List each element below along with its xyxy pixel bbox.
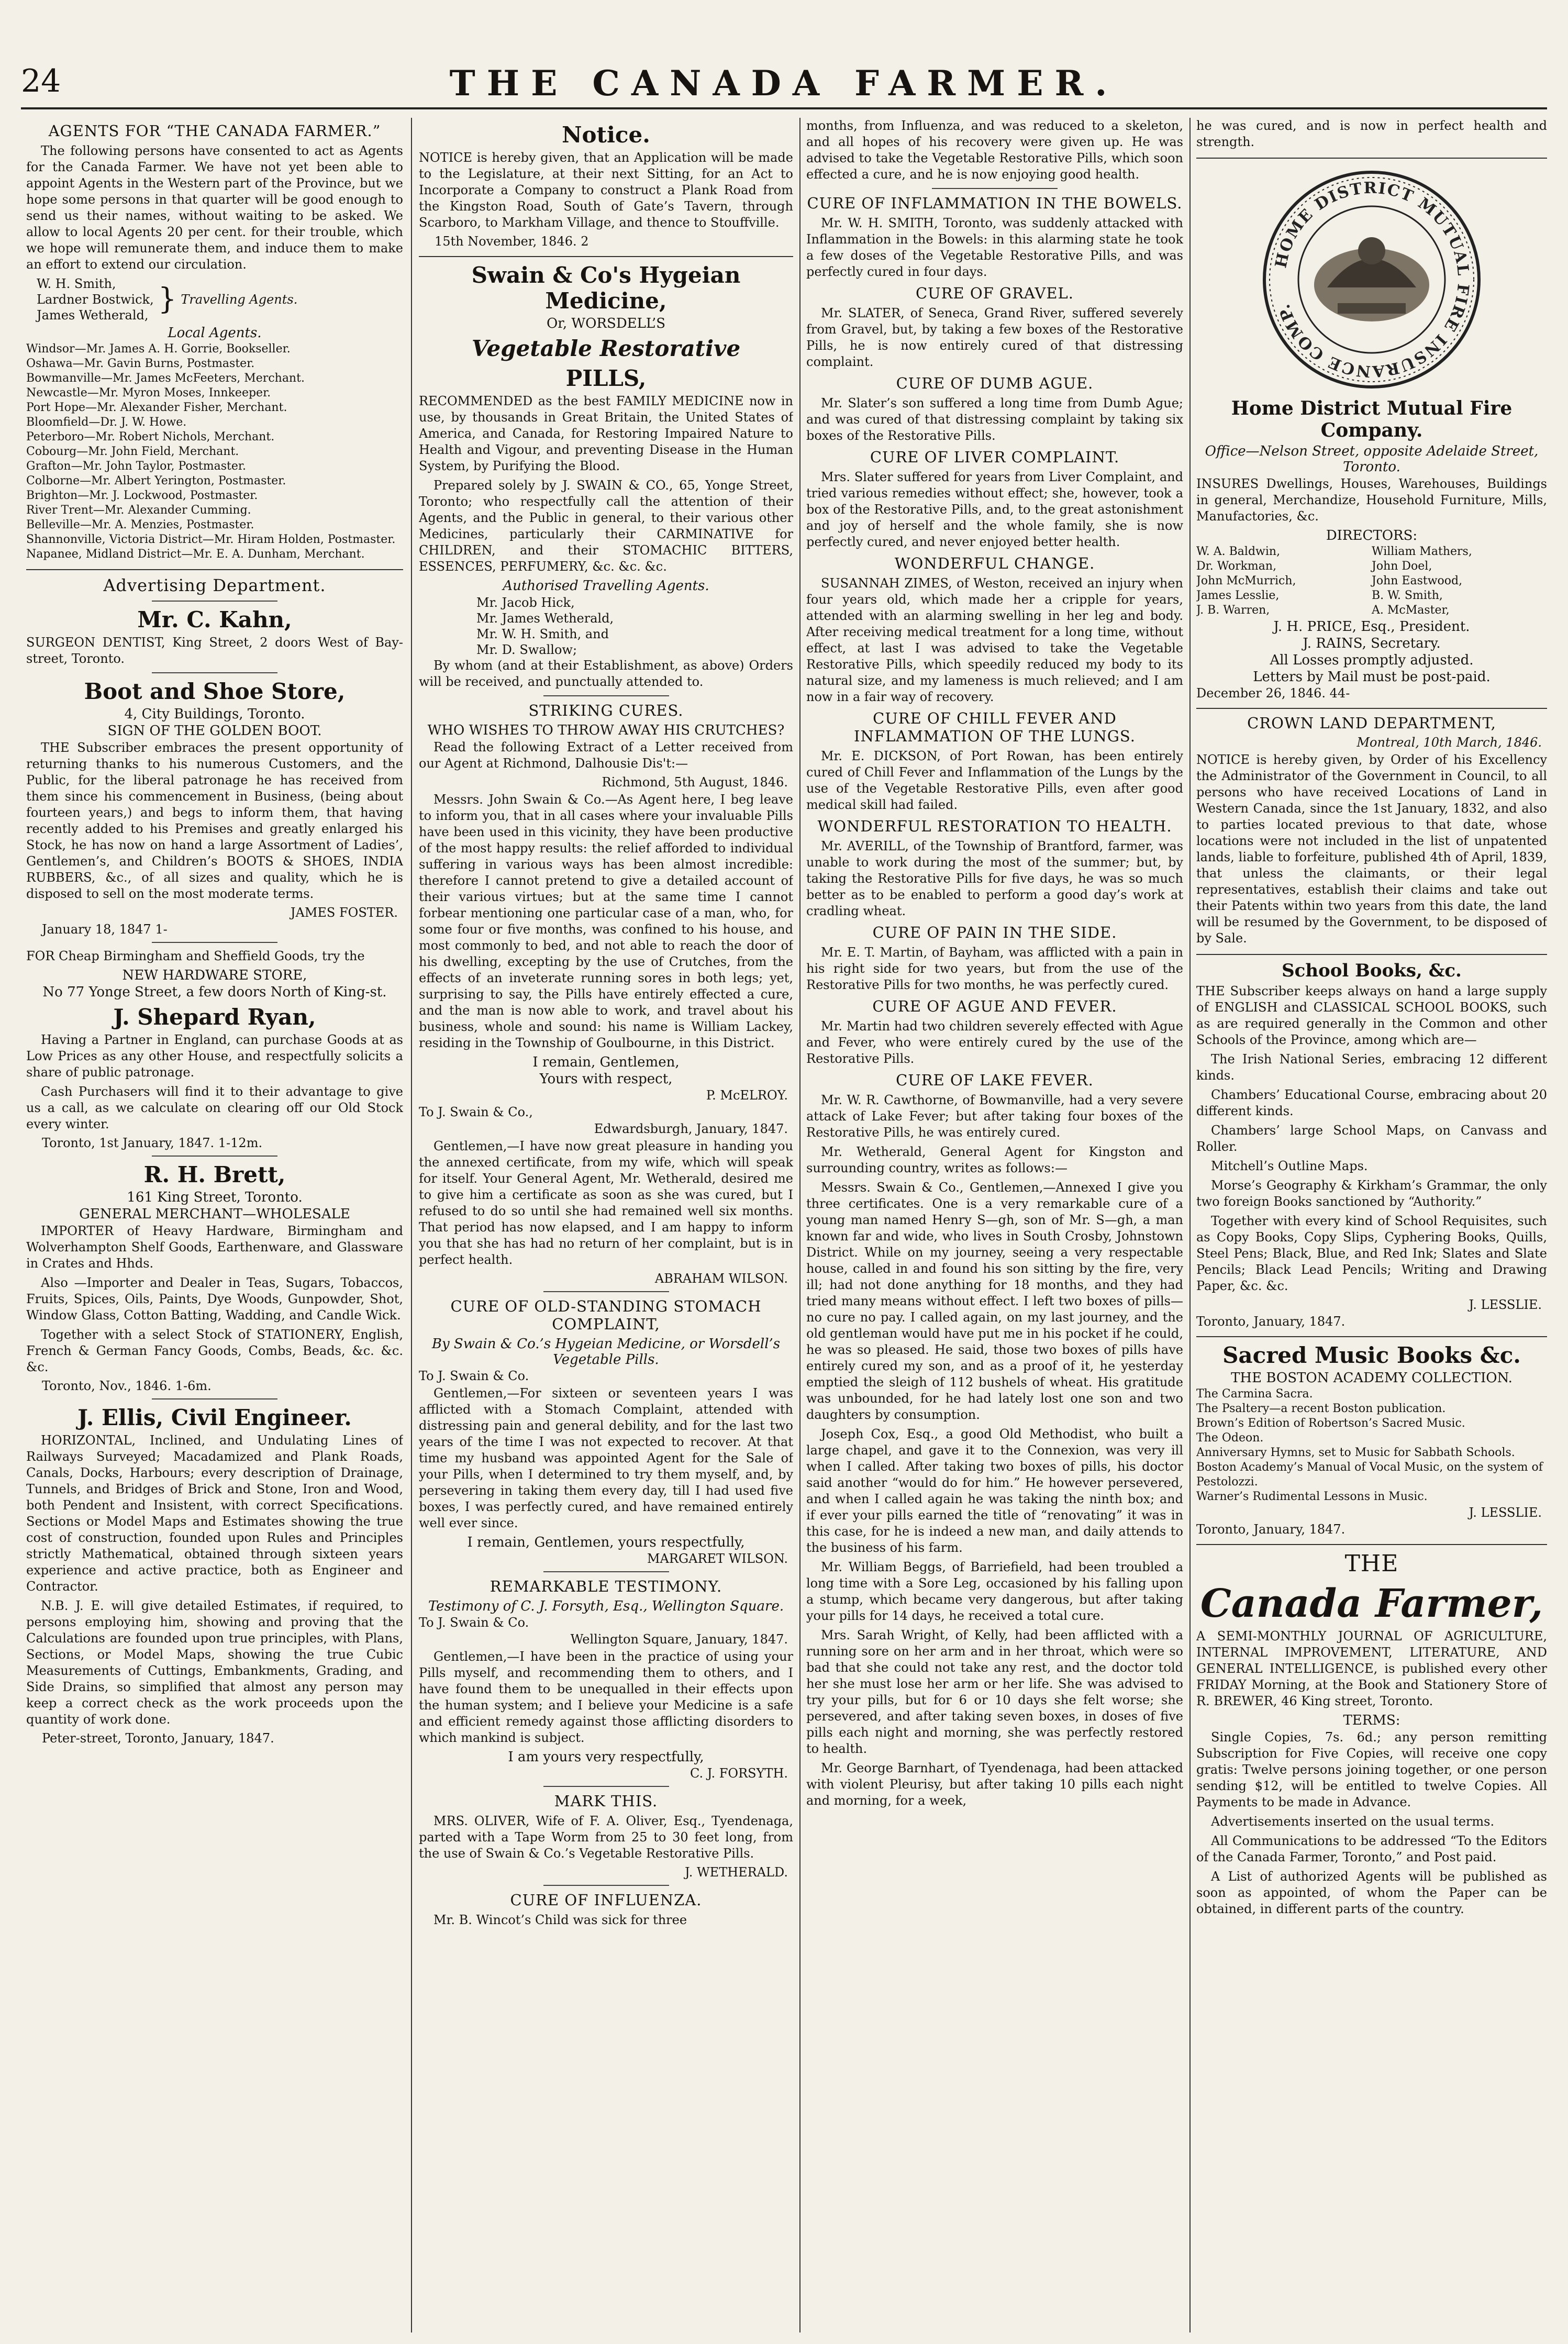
authorised-agent: Mr. D. Swallow; <box>476 642 577 657</box>
brace-icon: } <box>158 282 177 316</box>
mark-this-heading: MARK THIS. <box>554 1792 658 1810</box>
ryan-body: Having a Partner in England, can purchase Goods at as Low Prices as any other House, and respectfully solicits a share of public patronage. <box>26 1032 403 1080</box>
losses-note: All Losses promptly adjusted. <box>1270 652 1474 668</box>
edwardsburgh-body: Gentlemen,—I have now great pleasure in handing you the annexed certificate, from my wife, which will speak for itself. Your General Agent, Mr. Wetherald, desired me to give him a certificate as soon as she was cured, but I refused to do so until she had remained well six months. That period has now elapsed, and I am happy to inform you that she has had no return of her complaint, but is in perfect health. <box>419 1139 793 1267</box>
brett-address: 161 King Street, Toronto. <box>127 1190 303 1205</box>
terms-body: Single Copies, 7s. 6d.; any person remitting Subscription for Five Copies, will receive one copy gratis: Twelve persons joining together, or one person sending $12, will be entitled to twelve Copies. All Payments to be made in Advance. <box>1196 1730 1547 1809</box>
divider <box>543 695 669 696</box>
notice-date: 15th November, 1846. 2 <box>435 234 589 249</box>
pleurisy-continued: he was cured, and is now in perfect health and strength. <box>1196 118 1547 149</box>
influenza-continued: months, from Influenza, and was reduced to a skeleton, and all hopes of his recovery were given up. He was advised to take the Vegetable Restorative Pills, which soon effected a cure, and he is now enjoying good health. <box>806 118 1183 182</box>
local-agent: Cobourg—Mr. John Field, Merchant. <box>26 445 239 458</box>
cure-heading: CURE OF CHILL FEVER AND INFLAMMATION OF THE LUNGS. <box>854 709 1136 745</box>
testimony-body: Joseph Cox, Esq., a good Old Methodist, who built a large chapel, and gave it to the Connexion, was very ill when I called. After taking two boxes of pills, his doctor said another “would do for him.” He however persevered, and when I called again he was taking the ninth box; and if ever your pills earned the title of “renovating” it was in this case, for he is indeed a new man, and daily attends to the business of his farm. <box>806 1427 1183 1555</box>
stomach-to: To J. Swain & Co. <box>419 1369 529 1383</box>
column-divider <box>411 118 412 2332</box>
seal-lettering: HOME DISTRICT MUTUAL FIRE INSURANCE COMP. <box>1272 179 1473 381</box>
local-agents-list <box>26 342 403 562</box>
cure-heading: CURE OF GRAVEL. <box>915 284 1074 302</box>
local-agent: Grafton—Mr. John Taylor, Postmaster. <box>26 460 246 473</box>
cure-body: Mr. E. T. Martin, of Bayham, was afflicted with a pain in his right side for two years, but from the use of the Restorative Pills for two months, he was perfectly cured. <box>806 945 1183 992</box>
local-agent: Brighton—Mr. J. Lockwood, Postmaster. <box>26 489 258 502</box>
travelling-agent: Lardner Bostwick, <box>37 292 154 307</box>
president: J. H. PRICE, Esq., President. <box>1273 619 1470 635</box>
column-4 <box>1196 118 1547 2332</box>
stomach-heading: CURE OF OLD-STANDING STOMACH COMPLAINT, <box>450 1297 762 1333</box>
terms-advertisements: Advertisements inserted on the usual terms. <box>1211 1814 1495 1829</box>
cure-heading: WONDERFUL RESTORATION TO HEALTH. <box>817 817 1172 835</box>
testimony-body: Mr. William Beggs, of Barriefield, had been troubled a long time with a Sore Leg, occasioned by his falling upon a stump, which became very dangerous, but after taking your pills for 14 days, he received a total cure. <box>806 1560 1183 1623</box>
home-district-office: Office—Nelson Street, opposite Adelaide Street, Toronto. <box>1205 443 1539 475</box>
remarkable-body: Gentlemen,—I have been in the practice of using your Pills myself, and recommending them to others, and I have found them to be unequalled in their effects upon the human system; and I believe your Medicine is a safe and efficient remedy against those afflicting disorders to which mankind is subject. <box>419 1649 793 1745</box>
local-agent: Napanee, Midland District—Mr. E. A. Dunham, Merchant. <box>26 548 365 561</box>
sacred-music-heading: Sacred Music Books &c. <box>1222 1342 1521 1368</box>
cure-heading: CURE OF LAKE FEVER. <box>896 1071 1094 1089</box>
edwardsburgh-signature: ABRAHAM WILSON. <box>654 1271 788 1286</box>
cure-body: Mr. W. H. SMITH, Toronto, was suddenly attacked with Inflammation in the Bowels: in this alarming state he took a few doses of the Vegetable Restorative Pills, and was perfectly cured in four days. <box>806 216 1183 279</box>
cure-body: Mr. E. DICKSON, of Port Rowan, has been entirely cured of Chill Fever and Inflammation of the Lungs by the use of the Vegetable Restorative Pills, even after good medical skill had failed. <box>806 749 1183 812</box>
striking-yours: Yours with respect, <box>539 1071 673 1087</box>
sacred-music-signature: J. LESSLIE. <box>1469 1505 1542 1520</box>
divider <box>543 1291 669 1292</box>
testimony-body: Messrs. Swain & Co., Gentlemen,—Annexed I give you three certificates. One is a very remarkable cure of a young man named Henry S—gh, son of Mr. S—gh, a man known far and wide, who lives in South Crosby, Johnstown District. While on my journey, seeing a very respectable house, called in and found his son sitting by the fire, very ill; had not done anything for 18 months, and they had tried many means without effect. I left two boxes of pills—no cure no pay. I called again, on my last journey, and the old gentleman would have put me in his pocket if he could, he was so pleased. He said, those two boxes of pills have entirely cured my son, and as a proof of it, he yesterday emptied the sleigh of 112 bushels of wheat. His gratitude was unbounded, for he had lately lost one son and two daughters by consumption. <box>806 1180 1183 1422</box>
cure-body: Mr. Slater’s son suffered a long time from Dumb Ague; and was cured of that distressing complaint by taking six boxes of the Restorative Pills. <box>806 396 1183 443</box>
divider <box>26 569 403 570</box>
divider <box>543 1571 669 1572</box>
masthead-rule <box>21 107 1547 109</box>
sacred-music-date: Toronto, January, 1847. <box>1196 1522 1345 1537</box>
agents-heading: AGENTS FOR “THE CANADA FARMER.” <box>48 122 381 140</box>
brett-body: IMPORTER of Heavy Hardware, Birmingham and Wolverhampton Shelf Goods, Earthenware, and Glassware in Crates and Hhds. <box>26 1224 403 1271</box>
striking-heading: STRIKING CURES. <box>528 702 684 719</box>
local-agent: Oshawa—Mr. Gavin Burns, Postmaster. <box>26 357 255 370</box>
ellis-body: HORIZONTAL, Inclined, and Undulating Lines of Railways Surveyed; Macadamized and Plank Roads, Canals, Docks, Harbours; every description of Drainage, Tunnels, and Bridges of Brick and Stone, Iron and Wood, both Pendent and Insistent, with correct Specifications. Sections or Model Maps and Estimates showing the true cost of construction, founded upon Rules and Principles strictly Mathematical, obtained through sixteen years experience and active practice, both as Engineer and Contractor. <box>26 1433 403 1594</box>
divider <box>152 601 277 602</box>
boot-store-address: 4, City Buildings, Toronto. <box>124 706 305 722</box>
cure-heading: CURE OF INFLAMMATION IN THE BOWELS. <box>807 194 1183 212</box>
column-divider <box>799 118 800 2332</box>
divider <box>543 1786 669 1787</box>
agents-body: The following persons have consented to act as Agents for the Canada Farmer. We have not yet been able to appoint Agents in the Western part of the Province, but we hope some persons in that quarter will be good enough to send us their names, without waiting to be asked. We allow to local Agents 20 per cent. for their trouble, which we hope will remunerate them, and induce them to make an effort to extend our circulation. <box>26 143 403 272</box>
director: B. W. Smith, <box>1372 589 1443 602</box>
mark-this-signature: J. WETHERALD. <box>684 1865 788 1880</box>
cure-body: Mr. SLATER, of Seneca, Grand River, suffered severely from Gravel, but, by taking a few boxes of the Restorative Pills, he is now entirely cured of that distressing complaint. <box>806 306 1183 369</box>
terms-communications: All Communications to be addressed “To the Editors of the Canada Farmer, Toronto,” and Post paid. <box>1196 1834 1547 1864</box>
divider <box>1196 1544 1547 1545</box>
hardware-store-name: NEW HARDWARE STORE, <box>122 968 307 983</box>
brett-body: Together with a select Stock of STATIONERY, English, French & German Fancy Goods, Combs, Beads, &c. &c. &c. <box>26 1327 403 1374</box>
director: J. B. Warren, <box>1196 604 1270 617</box>
directors-row <box>1196 603 1547 618</box>
remarkable-subheading: Testimony of C. J. Forsyth, Esq., Wellington Square. <box>428 1598 784 1614</box>
masthead <box>21 63 1547 110</box>
divider <box>152 1156 277 1157</box>
advertising-heading: Advertising Department. <box>103 575 326 595</box>
brett-heading: R. H. Brett, <box>143 1162 286 1187</box>
local-agent: River Trent—Mr. Alexander Cumming. <box>26 504 251 517</box>
directors-row <box>1196 588 1547 603</box>
home-district-body: INSURES Dwellings, Houses, Warehouses, Buildings in general, Merchandize, Household Furniture, Mills, Manufactories, &c. <box>1196 476 1547 524</box>
cure-body: Mrs. Slater suffered for years from Liver Complaint, and tried various remedies without effect; she, however, took a box of the Restorative Pills, and, to the great astonishment and joy of herself and the whole family, she is now perfectly cured, and never enjoyed better health. <box>806 470 1183 549</box>
swain-body: RECOMMENDED as the best FAMILY MEDICINE now in use, by thousands in Great Britain, the United States of America, and Canada, for Restoring Impaired Nature to Health and Vigour, and preventing Disease in the Human System, by Purifying the Blood. <box>419 394 793 473</box>
home-district-heading: Home District Mutual Fire Company. <box>1231 397 1513 441</box>
swain-heading: Swain & Co's Hygeian Medicine, <box>471 262 741 314</box>
canada-farmer-heading: Canada Farmer, <box>1200 1581 1543 1626</box>
local-agent: Peterboro—Mr. Robert Nichols, Merchant. <box>26 430 275 443</box>
divider <box>932 188 1058 189</box>
music-item: The Odeon. <box>1196 1431 1264 1445</box>
travelling-agents <box>37 276 403 323</box>
divider <box>419 256 793 257</box>
terms-agents-list: A List of authorized Agents will be published as soon as appointed, of whom the Paper can be obtained, in different parts of the country. <box>1196 1869 1547 1916</box>
cure-heading: CURE OF DUMB AGUE. <box>896 374 1094 392</box>
stomach-subheading: By Swain & Co.’s Hygeian Medicine, or Worsdell’s Vegetable Pills. <box>431 1336 781 1368</box>
brett-body: Also —Importer and Dealer in Teas, Sugars, Tobaccos, Fruits, Spices, Oils, Paints, Dye Woods, Gunpowder, Shot, Window Glass, Cotton Batting, Wadding, and Candle Wick. <box>26 1275 403 1323</box>
director: A. McMaster, <box>1372 604 1450 617</box>
music-item: Warner’s Rudimental Lessons in Music. <box>1196 1490 1428 1503</box>
hardware-address: No 77 Yonge Street, a few doors North of King-st. <box>42 984 387 1000</box>
school-book-item: Chambers’ Educational Course, embracing about 20 different kinds. <box>1196 1087 1547 1118</box>
page-number: 24 <box>21 63 61 99</box>
remarkable-signature: C. J. FORSYTH. <box>690 1766 788 1781</box>
travelling-agent: W. H. Smith, <box>37 276 116 291</box>
cure-heading: WONDERFUL CHANGE. <box>894 554 1095 572</box>
authorised-body: By whom (and at their Establishment, as above) Orders will be received, and punctually attended to. <box>419 658 793 689</box>
influenza-body: Mr. B. Wincot’s Child was sick for three <box>433 1913 687 1927</box>
authorised-agent: Mr. W. H. Smith, and <box>476 627 609 641</box>
school-books-body: Together with every kind of School Requisites, such as Copy Books, Copy Slips, Cyphering Books, Quills, Steel Pens; Black, Blue, and Red Ink; Slates and Slate Pencils; Black Lead Pencils; Writing and Drawing Paper, &c. &c. <box>1196 1214 1547 1293</box>
terms-heading: TERMS: <box>1343 1713 1400 1728</box>
brett-date: Toronto, Nov., 1846. 1-6m. <box>42 1379 212 1393</box>
striking-intro: Read the following Extract of a Letter received from our Agent at Richmond, Dalhousie Dis't:— <box>419 740 793 771</box>
striking-close: I remain, Gentlemen, <box>532 1054 680 1070</box>
crown-land-body: NOTICE is hereby given, by Order of his Excellency the Administrator of the Government in Council, to all persons who have received Locations of Land in Western Canada, since the 1st January, 1832, and also to parties located previous to that date, whose locations were not included in the list of unpatented lands, liable to forfeiture, published 4th of April, 1839, that unless the claimants, or their legal representatives, establish their claims and take out their Patents within two years from this date, the land will be resumed by the Government, to be disposed of by Sale. <box>1196 752 1547 946</box>
school-books-signature: J. LESSLIE. <box>1469 1297 1542 1312</box>
school-books-body: THE Subscriber keeps always on hand a large supply of ENGLISH and CLASSICAL SCHOOL BOOKS, such as are required generally in the Common and other Schools of the Province, among which are— <box>1196 984 1547 1047</box>
farmer-the: THE <box>1344 1550 1399 1577</box>
notice-body: NOTICE is hereby given, that an Application will be made to the Legislature, at their next Sitting, for an Act to Incorporate a Company to construct a Plank Road from the Kingston Road, South of Gate’s Tavern, through Scarboro, to Markham Village, and thence to Stouffville. <box>419 150 793 230</box>
divider <box>1196 708 1547 709</box>
director: William Mathers, <box>1372 545 1472 558</box>
director: John McMurrich, <box>1196 574 1296 587</box>
cure-body: SUSANNAH ZIMES, of Weston, received an injury when four years old, which made her a cripple for years, attended with an alarming swelling in her leg and body. After receiving medical treatment for a long time, without effect, at last I was advised to take the Vegetable Restorative Pills, which speedily reduced my body to its natural size, and my lameness is much relieved; and I am now in a fair way of recovery. <box>806 576 1183 704</box>
director: James Lesslie, <box>1196 589 1280 602</box>
music-item: Brown’s Edition of Robertson’s Sacred Music. <box>1196 1417 1465 1430</box>
remarkable-heading: REMARKABLE TESTIMONY. <box>490 1578 722 1595</box>
director: John Eastwood, <box>1372 574 1463 587</box>
swain-to: To J. Swain & Co., <box>419 1105 533 1119</box>
column-1 <box>26 118 403 2332</box>
directors-heading: DIRECTORS: <box>1326 528 1418 543</box>
boot-store-sign: SIGN OF THE GOLDEN BOOT. <box>107 723 322 739</box>
local-agent: Colborne—Mr. Albert Yerington, Postmaster. <box>26 474 286 487</box>
column-3 <box>806 118 1183 2332</box>
travelling-agent: James Wetherald, <box>37 308 149 323</box>
crown-land-date: Montreal, 10th March, 1846. <box>1356 735 1542 750</box>
striking-body: Messrs. John Swain & Co.—As Agent here, I beg leave to inform you, that in all cases where your invaluable Pills have been used in this vicinity, they have been productive of the most happy results: the relief afforded to individual suffering in various ways has been almost incredible: therefore I cannot pretend to give a detailed account of their various virtues; but at the same time I cannot forbear mentioning one particular case of a man, who, for some four or five months, was confined to his house, and most commonly to bed, and not able to reach the door of his dwelling, excepting by the use of Crutches, from the effects of an inveterate running sores in both legs; yet, surprising to say, the Pills have entirely effected a cure, and the man is now able to work, and travel about his business, whole and sound: his name is William Lackey, residing in the Township of Goulbourne, in this District. <box>419 792 793 1050</box>
local-agent: Windsor—Mr. James A. H. Gorrie, Bookseller. <box>26 342 291 356</box>
authorised-agent: Mr. Jacob Hick, <box>476 595 575 610</box>
boot-store-date: January 18, 1847 1- <box>42 922 168 937</box>
column-2 <box>419 118 793 2332</box>
school-book-item: Chambers’ large School Maps, on Canvass and Roller. <box>1196 1123 1547 1154</box>
insurance-seal-icon <box>1259 167 1484 392</box>
cure-body: Mr. Wetherald, General Agent for Kingston and surrounding country, writes as follows:— <box>806 1145 1183 1175</box>
paper-title: THE CANADA FARMER. <box>449 63 1119 104</box>
divider <box>1196 954 1547 955</box>
music-item: The Carmina Sacra. <box>1196 1387 1313 1401</box>
brett-subheading: GENERAL MERCHANT—WHOLESALE <box>79 1206 350 1222</box>
cure-heading: CURE OF PAIN IN THE SIDE. <box>872 924 1117 941</box>
sacred-music-subheading: THE BOSTON ACADEMY COLLECTION. <box>1231 1370 1513 1386</box>
remarkable-close: I am yours very respectfully, <box>508 1749 704 1765</box>
school-books-date: Toronto, January, 1847. <box>1196 1314 1345 1329</box>
striking-date: Richmond, 5th August, 1846. <box>602 775 788 790</box>
ellis-date: Peter-street, Toronto, January, 1847. <box>42 1731 274 1746</box>
swain-vegetable: Vegetable Restorative <box>471 336 741 361</box>
divider <box>152 942 277 943</box>
divider <box>152 1398 277 1399</box>
local-agent: Bloomfield—Dr. J. W. Howe. <box>26 416 187 429</box>
school-book-item: Morse’s Geography & Kirkham’s Grammar, the only two foreign Books sanctioned by “Authority.” <box>1196 1178 1547 1209</box>
local-agents-heading: Local Agents. <box>168 325 262 341</box>
divider <box>1196 1336 1547 1337</box>
stomach-close: I remain, Gentlemen, yours respectfully, <box>467 1535 745 1550</box>
divider <box>152 672 277 673</box>
remarkable-date: Wellington Square, January, 1847. <box>570 1632 788 1647</box>
ryan-cash: Cash Purchasers will find it to their advantage to give us a call, as we calculate on clearing off our Old Stock every winter. <box>26 1084 403 1131</box>
boot-store-signature: JAMES FOSTER. <box>290 905 398 920</box>
striking-signature: P. McELROY. <box>706 1088 788 1103</box>
remarkable-to: To J. Swain & Co. <box>419 1615 529 1630</box>
music-item: Anniversary Hymns, set to Music for Sabbath Schools. <box>1196 1446 1515 1459</box>
divider <box>543 1885 669 1886</box>
ryan-date: Toronto, 1st January, 1847. 1-12m. <box>42 1136 263 1150</box>
school-books-heading: School Books, &c. <box>1282 960 1462 981</box>
influenza-heading: CURE OF INFLUENZA. <box>510 1891 702 1909</box>
cure-body: Mr. W. R. Cawthorne, of Bowmanville, had a very severe attack of Lake Fever; but after taking four boxes of the Restorative Pills, he was entirely cured. <box>806 1093 1183 1140</box>
ellis-body: N.B. J. E. will give detailed Estimates, if required, to persons employing him, showing and proving that the Calculations are founded upon true principles, with Plans, Sections, or Model Maps, showing the true Cubic Measurements of Cuttings, Embankments, Grading, and Side Drains, so simplified that almost any person may keep a correct check as the work proceeds upon the quantity of work done. <box>26 1598 403 1727</box>
swain-pills: PILLS, <box>565 365 647 391</box>
school-book-item: The Irish National Series, embracing 12 different kinds. <box>1196 1052 1547 1083</box>
crown-land-heading: CROWN LAND DEPARTMENT, <box>1247 714 1496 732</box>
local-agent: Port Hope—Mr. Alexander Fisher, Merchant. <box>26 401 287 414</box>
testimony-body: Mrs. Sarah Wright, of Kelly, had been afflicted with a running sore on her arm and in her throat, which were so bad that she could not take any rest, and the doctor told her she must lose her arm or her life. She was advised to try your pills, but for 6 or 10 days she felt worse; she persevered, and after taking seven boxes, in doses of five pills each night and morning, she was perfectly restored to health. <box>806 1628 1183 1756</box>
canada-farmer-body: A SEMI-MONTHLY JOURNAL OF AGRICULTURE, INTERNAL IMPROVEMENT, LITERATURE, AND GENERAL INTELLIGENCE, is published every other FRIDAY Morning, at the Book and Stationery Store of R. BREWER, 46 King street, Toronto. <box>1196 1629 1547 1708</box>
local-agent: Newcastle—Mr. Myron Moses, Innkeeper. <box>26 386 271 399</box>
local-agent: Shannonville, Victoria District—Mr. Hiram Holden, Postmaster. <box>26 533 396 546</box>
director: John Doel, <box>1372 560 1432 573</box>
travelling-label: Travelling Agents. <box>181 292 298 307</box>
ellis-heading: J. Ellis, Civil Engineer. <box>77 1405 352 1430</box>
cure-heading: CURE OF LIVER COMPLAINT. <box>870 448 1120 466</box>
edwardsburgh-date: Edwardsburgh, January, 1847. <box>594 1121 788 1136</box>
ryan-heading: J. Shepard Ryan, <box>113 1004 316 1030</box>
home-district-date: December 26, 1846. 44- <box>1196 686 1350 701</box>
directors-row <box>1196 545 1547 559</box>
directors-row <box>1196 559 1547 574</box>
stomach-body: Gentlemen,—For sixteen or seventeen years I was afflicted with a Stomach Complaint, attended with distressing pain and general debility, and for the last two years of the time I was not expected to recover. At that time my husband was appointed Agent for the Sale of your Pills, when I determined to try them myself, and, by persevering in taking them every day, till I had used five boxes, I was perfectly cured, and have remained entirely well ever since. <box>419 1386 793 1530</box>
stomach-signature: MARGARET WILSON. <box>647 1551 788 1566</box>
school-book-item: Mitchell’s Outline Maps. <box>1211 1159 1368 1173</box>
music-item: Boston Academy’s Manual of Vocal Music, on the system of Pestolozzi. <box>1196 1461 1543 1488</box>
divider <box>1196 158 1547 159</box>
director: Dr. Workman, <box>1196 560 1277 573</box>
authorised-agent: Mr. James Wetherald, <box>476 611 614 626</box>
authorised-agents-heading: Authorised Travelling Agents. <box>503 578 709 594</box>
swain-or: Or, WORSDELL’S <box>546 316 666 331</box>
notice-heading: Notice. <box>562 122 650 148</box>
boot-store-heading: Boot and Shoe Store, <box>84 679 346 704</box>
swain-body: Prepared solely by J. SWAIN & CO., 65, Yonge Street, Toronto; who respectfully call the attention of their Agents, and the Public in general, to their various other Medicines, particularly their CARMINATIVE for CHILDREN, and their STOMACHIC BITTERS, ESSENCES, PERFUMERY, &c. &c. &c. <box>419 478 793 574</box>
testimony-body: Mr. George Barnhart, of Tyendenaga, had been attacked with violent Pleurisy, but after taking 10 pills each night and morning, for a week, <box>806 1761 1183 1808</box>
cure-heading: CURE OF AGUE AND FEVER. <box>872 997 1117 1015</box>
secretary: J. RAINS, Secretary. <box>1303 636 1441 651</box>
local-agent: Belleville—Mr. A. Menzies, Postmaster. <box>26 518 254 531</box>
director: W. A. Baldwin, <box>1196 545 1281 558</box>
cure-body: Mr. AVERILL, of the Township of Brantford, farmer, was unable to work during the most of the summer; but, by taking the Restorative Pills for five days, he was so much better as to be enabled to perform a good day’s work at cradling wheat. <box>806 839 1183 918</box>
boot-store-body: THE Subscriber embraces the present opportunity of returning thanks to his numerous Customers, and the Public, for the liberal patronage he has received from them since his commencement in Business, (being about fourteen years,) and begs to inform them, that having recently added to his Premises and greatly enlarged his Stock, he has now on hand a large Assortment of Ladies’, Gentlemen’s, and Children’s BOOTS & SHOES, INDIA RUBBERS, &c., of all sizes and quality, which he is disposed to sell on the most moderate terms. <box>26 740 403 901</box>
kahn-body: SURGEON DENTIST, King Street, 2 doors West of Bay-street, Toronto. <box>26 635 403 666</box>
local-agent: Bowmanville—Mr. James McFeeters, Merchant. <box>26 372 305 385</box>
authorised-agents-list <box>476 595 793 658</box>
kahn-heading: Mr. C. Kahn, <box>137 607 292 632</box>
music-item: The Psaltery—a recent Boston publication. <box>1196 1402 1446 1415</box>
cure-body: Mr. Martin had two children severely effected with Ague and Fever, who were entirely cured by the use of the Restorative Pills. <box>806 1019 1183 1066</box>
directors-row <box>1196 574 1547 588</box>
hardware-body: FOR Cheap Birmingham and Sheffield Goods, try the <box>26 949 365 963</box>
mark-this-body: MRS. OLIVER, Wife of F. A. Oliver, Esq., Tyendenaga, parted with a Tape Worm from 25 to 30 feet long, from the use of Swain & Co.’s Vegetable Restorative Pills. <box>419 1814 793 1861</box>
striking-subheading: WHO WISHES TO THROW AWAY HIS CRUTCHES? <box>427 723 785 738</box>
letters-note: Letters by Mail must be post-paid. <box>1253 669 1491 685</box>
column-divider <box>1189 118 1191 2332</box>
